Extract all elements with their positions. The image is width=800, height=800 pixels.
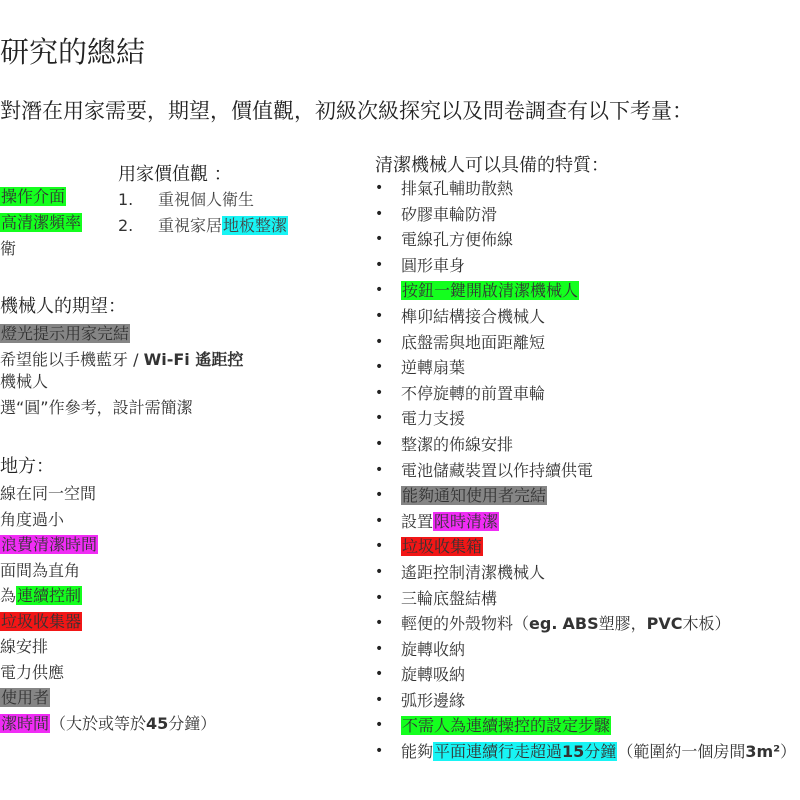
bullet-icon: • — [375, 384, 384, 401]
improve-item-text: 角度過小 — [0, 510, 65, 529]
improve-item-text: 面間為直角 — [0, 561, 81, 580]
improve-item-text: 為 — [0, 586, 17, 605]
needs-item-highlight: 操作介面 — [1, 187, 66, 206]
improve-item-highlight: 潔時間 — [1, 714, 50, 733]
bullet-icon: • — [375, 512, 384, 529]
improve-item-highlight: 連續控制 — [17, 586, 82, 605]
values-item-text: 重視家居 — [158, 216, 223, 235]
improve-item-text: 線安排 — [0, 637, 49, 656]
feature-item — [375, 202, 796, 228]
feature-item — [375, 611, 796, 637]
bullet-icon: • — [375, 256, 384, 273]
expect-heading: 機械人的期望： — [0, 296, 126, 317]
feature-item-text: 排氣孔輔助散熱 — [401, 179, 514, 198]
bullet-icon: • — [375, 231, 384, 248]
feature-item — [375, 509, 796, 535]
values-item-text: 重視個人衛生 — [158, 190, 255, 209]
expect-item — [0, 323, 130, 345]
feature-item-highlight: 垃圾收集箱 — [402, 537, 483, 557]
feature-item — [375, 560, 796, 586]
feature-item-text: 圓形車身 — [401, 255, 466, 275]
feature-item — [375, 355, 796, 381]
left-column — [0, 0, 360, 800]
feature-item-text: 能夠 — [401, 742, 434, 762]
feature-item-highlight: 能夠通知使用者完結 — [402, 486, 547, 506]
feature-item — [375, 176, 796, 202]
improve-item — [0, 636, 48, 658]
feature-item — [375, 688, 796, 714]
feature-item-text: 三輪底盤結構 — [401, 588, 498, 608]
feature-item-text: 榫卯結構接合機械人 — [401, 306, 546, 326]
feature-item-text: 旋轉收納 — [401, 639, 466, 659]
expect-item — [0, 371, 48, 393]
feature-item — [375, 227, 796, 253]
feature-item-highlight: 限時清潔 — [434, 511, 499, 531]
feature-item — [375, 637, 796, 663]
bullet-icon: • — [375, 205, 384, 222]
feature-item — [375, 713, 796, 739]
improve-item-highlight: 垃圾收集器 — [1, 612, 82, 631]
expect-item-highlight: 燈光提示用家完結 — [1, 324, 130, 343]
feature-item-highlight: 平面連續行走超過15分鐘 — [434, 742, 617, 762]
feature-item-text: 設置 — [401, 511, 434, 531]
bullet-icon: • — [375, 282, 384, 299]
feature-item — [375, 739, 796, 765]
bullet-icon: • — [375, 359, 384, 376]
feature-item-highlight: 按鈕一鍵開啟清潔機械人 — [402, 281, 579, 301]
expect-item-text-bold: Wi-Fi 遙距控 — [143, 350, 244, 369]
needs-item — [0, 238, 16, 260]
bullet-icon: • — [375, 410, 384, 427]
expect-item — [0, 397, 193, 419]
bullet-icon: • — [375, 487, 384, 504]
improve-item-highlight: 使用者 — [1, 688, 50, 707]
improve-item-text: （大於或等於45分鐘） — [50, 714, 217, 733]
bullet-icon: • — [375, 180, 384, 196]
features-list — [375, 176, 796, 765]
improve-item — [0, 560, 80, 582]
features-heading: 清潔機械人可以具備的特質： — [375, 155, 609, 176]
feature-item — [375, 253, 796, 279]
improve-item — [0, 509, 64, 531]
needs-item — [0, 186, 66, 208]
improve-item — [0, 662, 64, 684]
expect-item-text: 機械人 — [0, 372, 49, 391]
values-item-number: 2. — [118, 216, 134, 235]
values-item-highlight: 地板整潔 — [223, 216, 288, 235]
feature-item-text: （範圍約一個房間3m²） — [617, 742, 797, 762]
improve-item-text: 線在同一空間 — [0, 484, 97, 503]
feature-item-text: 旋轉吸納 — [401, 665, 466, 685]
feature-item — [375, 662, 796, 688]
bullet-icon: • — [375, 691, 384, 708]
feature-item-text: 矽膠車輪防滑 — [401, 204, 498, 224]
improve-item — [0, 713, 216, 735]
feature-item — [375, 304, 796, 330]
improve-item-text: 電力供應 — [0, 663, 65, 682]
feature-item — [375, 534, 796, 560]
improve-item — [0, 534, 98, 556]
improve-item — [0, 483, 96, 505]
improve-item-highlight: 浪費清潔時間 — [1, 535, 98, 554]
feature-item — [375, 406, 796, 432]
feature-item-text: 電線孔方便佈線 — [401, 230, 514, 250]
bullet-icon: • — [375, 563, 384, 580]
feature-item — [375, 586, 796, 612]
bullet-icon: • — [375, 589, 384, 606]
feature-item-text: 不停旋轉的前置車輪 — [401, 383, 546, 403]
bullet-icon: • — [375, 307, 384, 324]
bullet-icon: • — [375, 743, 384, 760]
expect-item-text: 選“圓”作參考，設計需簡潔 — [0, 398, 193, 417]
needs-item-highlight: 高清潔頻率 — [1, 213, 82, 232]
bullet-icon: • — [375, 538, 384, 555]
improve-item — [0, 585, 82, 607]
feature-item-text: 輕便的外殼物料（eg. ABS塑膠，PVC木板） — [401, 614, 731, 634]
feature-item — [375, 330, 796, 356]
improve-heading: 地方： — [0, 456, 54, 477]
feature-item-text: 電力支援 — [401, 409, 466, 429]
bullet-icon: • — [375, 615, 384, 632]
feature-item — [375, 458, 796, 484]
feature-item-text: 弧形邊緣 — [401, 690, 466, 710]
feature-item-highlight: 不需人為連續操控的設定步驟 — [402, 716, 611, 736]
bullet-icon: • — [375, 435, 384, 452]
feature-item — [375, 432, 796, 458]
feature-item — [375, 381, 796, 407]
bullet-icon: • — [375, 333, 384, 350]
feature-item-text: 逆轉扇葉 — [401, 358, 466, 378]
feature-item-text: 底盤需與地面距離短 — [401, 332, 546, 352]
feature-item-text: 遙距控制清潔機械人 — [401, 562, 546, 582]
feature-item — [375, 483, 796, 509]
values-item-number: 1. — [118, 190, 134, 209]
feature-item — [375, 278, 796, 304]
bullet-icon: • — [375, 717, 384, 734]
page-subtitle: 對潛在用家需要，期望，價值觀，初級次級探究以及問卷調查有以下考量： — [0, 99, 693, 123]
bullet-icon: • — [375, 640, 384, 657]
needs-item-text: 衛 — [0, 239, 17, 258]
expect-item-text: 希望能以手機藍牙 / — [0, 350, 144, 369]
improve-item — [0, 611, 82, 633]
feature-item-text: 整潔的佈線安排 — [401, 434, 514, 454]
needs-item — [0, 212, 82, 234]
bullet-icon: • — [375, 461, 384, 478]
values-heading: 用家價值觀 ： — [118, 164, 232, 185]
page-title: 研究的總結 — [0, 35, 146, 69]
expect-item — [0, 349, 243, 371]
feature-item-text: 電池儲藏裝置以作持續供電 — [401, 460, 594, 480]
improve-item — [0, 687, 50, 709]
bullet-icon: • — [375, 666, 384, 683]
